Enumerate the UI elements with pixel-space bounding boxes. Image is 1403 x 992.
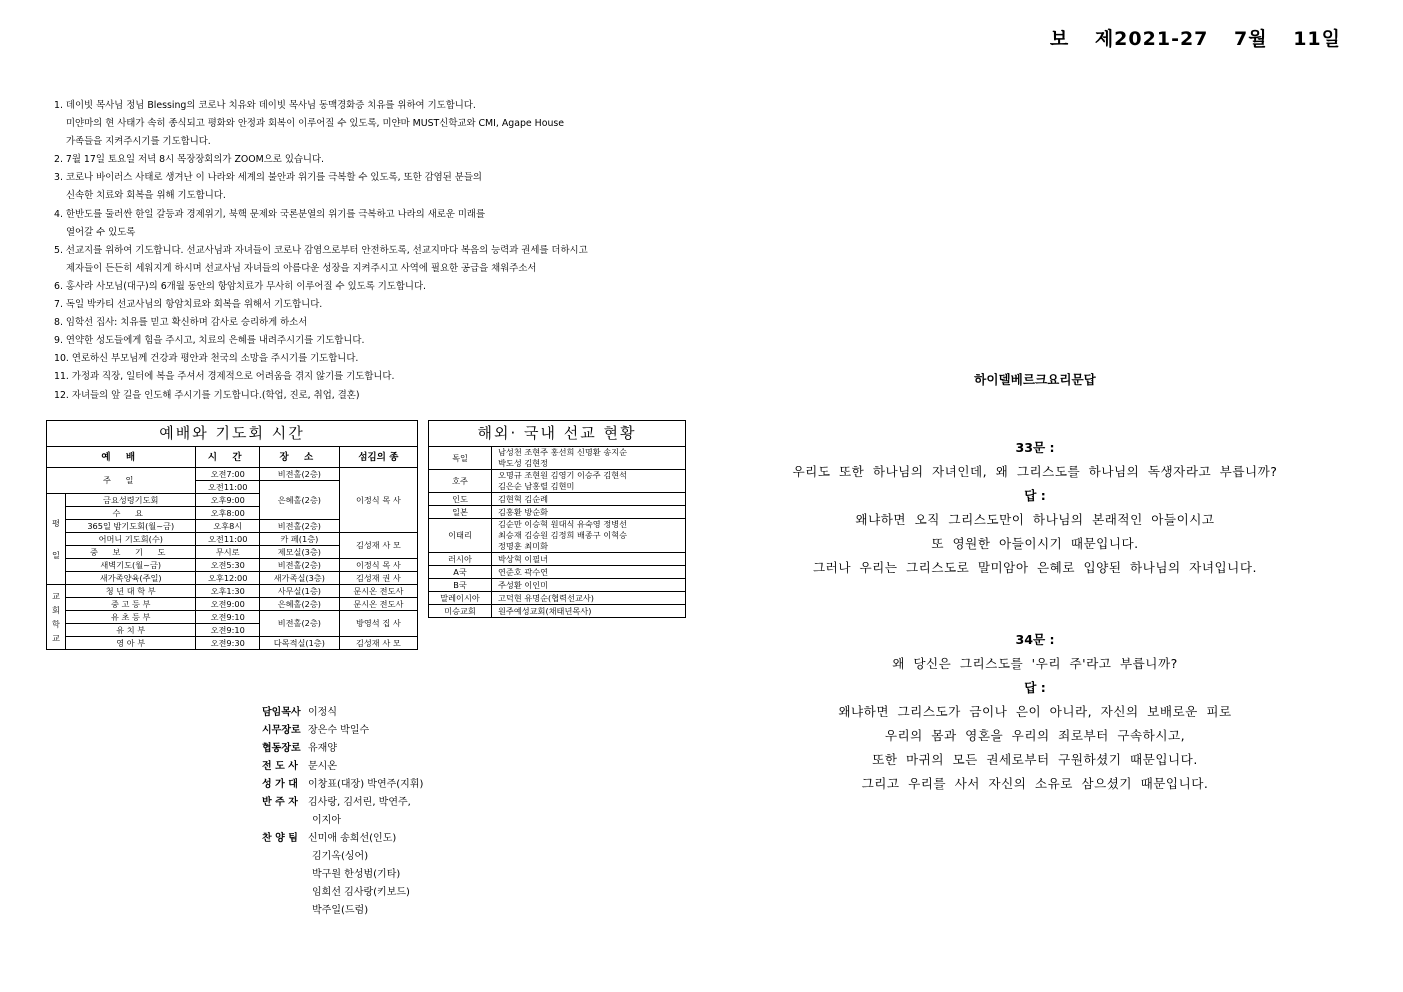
- service-time: 오후8:00: [196, 507, 259, 520]
- prayer-line: 신속한 치료와 회복을 위해 기도합니다.: [66, 190, 226, 202]
- school-name: 영 아 부: [66, 637, 196, 650]
- sunday-time-1: 오전7:00: [196, 468, 259, 481]
- prayer-line: 열어갈 수 있도록: [66, 226, 136, 238]
- mission-names: [492, 519, 686, 553]
- staff-role: 전 도 사: [262, 761, 298, 772]
- mission-region: 독일: [429, 447, 492, 470]
- school-name: 유 초 등 부: [66, 611, 196, 624]
- school-time: 오후1:30: [196, 585, 259, 598]
- staff-names: 유재양: [308, 743, 337, 754]
- mission-names: [492, 605, 686, 618]
- staff-role: 반 주 자: [262, 797, 298, 808]
- mission-names: [492, 553, 686, 566]
- mission-region: 호주: [429, 470, 492, 493]
- header-leader: 섬김의 종: [339, 447, 417, 468]
- mission-region: 인도: [429, 493, 492, 506]
- staff-row: [262, 704, 423, 722]
- service-time: 오후8시: [196, 520, 259, 533]
- upper-place: 은혜홀(2층): [259, 481, 339, 520]
- mission-names: [492, 566, 686, 579]
- staff-names: 박주일(드럼): [312, 905, 369, 916]
- staff-row: [262, 740, 423, 758]
- kids-place: 비전홀(2층): [259, 611, 339, 637]
- issue-header: [1050, 24, 1341, 51]
- mission-table: [428, 420, 686, 618]
- school-name: 유 치 부: [66, 624, 196, 637]
- staff-role: 찬 양 팀: [262, 833, 298, 844]
- staff-row: [262, 884, 423, 902]
- service-name: 새가족양육(주일): [66, 572, 196, 585]
- issue-number: 보 제2021-27: [1049, 28, 1209, 50]
- service-time: 무시로: [196, 546, 259, 559]
- worship-schedule-table: [46, 420, 418, 650]
- school-name: 청 년 대 학 부: [66, 585, 196, 598]
- q34-answer-line: 또한 마귀의 모든 권세로부터 구원하셨기 때문입니다.: [872, 752, 1198, 767]
- missionary-names-line: 최승재 김승원 김정희 배종구 이혁승: [498, 530, 628, 540]
- kids-leader: 방영석 집 사: [339, 611, 417, 637]
- prayer-line: 제자들이 든든히 세워지게 하시며 선교사님 자녀들의 아름다운 성장을 지켜주시고 사역에 필요한 공급을 채워주소서: [66, 262, 537, 274]
- missionary-names-line: 김홍환 방순화: [498, 506, 549, 517]
- staff-names: 이창표(대장) 박연주(지휘): [308, 779, 424, 790]
- service-place: 비전홀(2층): [259, 520, 339, 533]
- q34-answer-line: 우리의 몸과 영혼을 우리의 죄로부터 구속하시고,: [884, 728, 1186, 743]
- mission-region: 이태리: [429, 519, 492, 553]
- prayer-line: 4. 한반도를 둘러싼 한일 갈등과 경제위기, 북핵 문제와 국론분열의 위기를 극복하고 나라의 새로운 미래를: [54, 208, 486, 220]
- school-place: 사무실(1층): [259, 585, 339, 598]
- service-time: 오후12:00: [196, 572, 259, 585]
- q33-answer-line: 그러나 우리는 그리스도로 말미암아 은혜로 입양된 하나님의 자녀입니다.: [813, 560, 1257, 575]
- mission-names: [492, 470, 686, 493]
- missionary-names-line: 주성환 이인미: [498, 579, 549, 590]
- q34-answer-label: 답 :: [1024, 680, 1046, 695]
- prayer-line: 3. 코로나 바이러스 사태로 생겨난 이 나라와 세계의 불안과 위기를 극복할 수 있도록, 또한 감염된 분들의: [54, 172, 482, 184]
- mission-region: 러시아: [429, 553, 492, 566]
- q33-label: 33문 :: [1015, 440, 1055, 455]
- mission-table-title: 해외· 국내 선교 현황: [429, 421, 686, 447]
- staff-names: 이지아: [312, 815, 341, 826]
- sunday-time-2: 오전11:00: [196, 481, 259, 494]
- staff-row: [262, 776, 423, 794]
- q33-answer-label: 답 :: [1024, 488, 1046, 503]
- prayer-line: 2. 7월 17일 토요일 저녁 8시 목장장회의가 ZOOM으로 있습니다.: [54, 154, 325, 166]
- staff-row: [262, 722, 423, 740]
- mission-region: 일본: [429, 506, 492, 519]
- mission-region: 말레이시아: [429, 592, 492, 605]
- header-place: 장 소: [259, 447, 339, 468]
- service-name: 금요성령기도회: [66, 494, 196, 507]
- service-place: 제모실(3층): [259, 546, 339, 559]
- school-time: 오전9:00: [196, 598, 259, 611]
- school-leader: 문시온 전도사: [339, 585, 417, 598]
- missionary-names-line: 연준호 곽수연: [498, 566, 549, 577]
- staff-row: [262, 866, 423, 884]
- staff-names: 문시온: [308, 761, 337, 772]
- service-leader: 김성재 권 사: [339, 572, 417, 585]
- mission-names: [492, 447, 686, 470]
- service-name: 중 보 기 도: [66, 546, 196, 559]
- catechism-q34: [760, 628, 1310, 796]
- service-time: 오전5:30: [196, 559, 259, 572]
- school-group: 교 회 학 교: [47, 585, 66, 650]
- missionary-names-line: 남성천 조현주 홍선희 신명환 송지순: [498, 447, 628, 457]
- service-name: 365일 밤기도회(월~금): [66, 520, 196, 533]
- prayer-line: 7. 독일 박카티 선교사님의 항암치료와 회복을 위해서 기도합니다.: [54, 299, 323, 311]
- staff-names: 신미애 송희선(인도): [308, 833, 397, 844]
- service-place: 카 페(1층): [259, 533, 339, 546]
- staff-names: 이정식: [308, 707, 337, 718]
- mission-region: A국: [429, 566, 492, 579]
- school-leader: 문시온 전도사: [339, 598, 417, 611]
- missionary-names-line: 김현혁 김순례: [498, 493, 549, 504]
- staff-row: [262, 758, 423, 776]
- staff-row: [262, 902, 423, 920]
- mission-names: [492, 592, 686, 605]
- staff-row: [262, 794, 423, 812]
- q34-label: 34문 :: [1015, 632, 1055, 647]
- missionary-names-line: 원주예성교회(채태년목사): [498, 605, 592, 616]
- q34-answer-line: 그리고 우리를 사서 자신의 소유로 삼으셨기 때문입니다.: [861, 776, 1209, 791]
- missionary-names-line: 김순만 이승혁 원대식 유숙영 정병선: [498, 519, 628, 529]
- catechism-title-block: [760, 368, 1310, 392]
- service-place: 비전홀(2층): [259, 559, 339, 572]
- q33-answer-line: 또 영원한 아들이시기 때문입니다.: [931, 536, 1139, 551]
- staff-row: [262, 848, 423, 866]
- sunday-place: 비전홀(2층): [259, 468, 339, 481]
- prayer-line: 11. 가정과 직장, 일터에 복을 주셔서 경제적으로 어려움을 겪지 않기를 기도합니다.: [54, 371, 395, 383]
- staff-list: [262, 704, 423, 920]
- prayer-line: 8. 임학선 집사: 치유를 믿고 확신하며 감사로 승리하게 하소서: [54, 317, 308, 329]
- worship-table-title: 예배와 기도회 시간: [47, 421, 418, 447]
- school-place: 은혜홀(2층): [259, 598, 339, 611]
- prayer-line: 5. 선교지를 위하여 기도합니다. 선교사님과 자녀들이 코로나 감염으로부터 안전하도록, 선교지마다 복음의 능력과 권세를 더하시고: [54, 244, 588, 256]
- service-time: 오전11:00: [196, 533, 259, 546]
- staff-names: 장은수 박일수: [308, 725, 370, 736]
- staff-role: 성 가 대: [262, 779, 298, 790]
- q33-answer-line: 왜냐하면 오직 그리스도만이 하나님의 본래적인 아들이시고: [855, 512, 1215, 527]
- prayer-line: 12. 자녀들의 앞 길을 인도해 주시기를 기도합니다.(학업, 진로, 취업, 결혼): [54, 389, 360, 401]
- school-time: 오전9:30: [196, 637, 259, 650]
- missionary-names-line: 김은순 남홍렬 김현미: [498, 481, 575, 491]
- staff-role: 협동장로: [262, 743, 301, 754]
- q34-answer-line: 왜냐하면 그리스도가 금이나 은이 아니라, 자신의 보배로운 피로: [838, 704, 1232, 719]
- catechism-q33: [760, 436, 1310, 580]
- catechism-title: 하이델베르크요리문답: [974, 372, 1096, 387]
- staff-names: 김기옥(싱어): [312, 851, 369, 862]
- prayer-line: 9. 연약한 성도들에게 힘을 주시고, 치료의 은혜를 내려주시기를 기도합니다.: [54, 335, 365, 347]
- missionary-names-line: 고덕현 유명순(협력선교사): [498, 592, 594, 603]
- prayer-line: 10. 연로하신 부모님께 건강과 평안과 천국의 소망을 주시기를 기도합니다.: [54, 353, 359, 365]
- sunday-label: 주 일: [47, 468, 196, 494]
- staff-names: 박구원 한성범(기타): [312, 869, 401, 880]
- issue-date: 7월 11일: [1234, 28, 1341, 50]
- service-leader: 이정식 목 사: [339, 559, 417, 572]
- school-time: 오전9:10: [196, 611, 259, 624]
- mission-names: [492, 506, 686, 519]
- missionary-names-line: 정명훈 최미화: [498, 541, 549, 551]
- mission-region: 미승교회: [429, 605, 492, 618]
- header-service: 예 배: [47, 447, 196, 468]
- service-name: 어머니 기도회(수): [66, 533, 196, 546]
- prayer-line: 1. 데이빗 목사님 정님 Blessing의 코로나 치유와 데이빗 목사님 동맥경화증 치유를 위하여 기도합니다.: [54, 100, 476, 111]
- prayer-line: 6. 홍사라 사모님(대구)의 6개월 동안의 항암치료가 무사히 이루어질 수 있도록 기도합니다.: [54, 280, 426, 292]
- service-name: 새벽기도(월~금): [66, 559, 196, 572]
- missionary-names-line: 박도성 김현정: [498, 458, 549, 468]
- service-time: 오후9:00: [196, 494, 259, 507]
- staff-names: 김사랑, 김서린, 박연주,: [308, 797, 411, 808]
- missionary-names-line: 박상혁 이필녀: [498, 553, 549, 564]
- staff-role: 담임목사: [262, 707, 301, 718]
- school-place: 다목적실(1층): [259, 637, 339, 650]
- q33-question: 우리도 또한 하나님의 자녀인데, 왜 그리스도를 하나님의 독생자라고 부릅니까?: [792, 464, 1278, 479]
- upper-leader: 이정식 목 사: [339, 468, 417, 533]
- prayer-line: 미얀마의 현 사태가 속히 종식되고 평화와 안정과 회복이 이루어질 수 있도록, 미얀마 MUST신학교와 CMI, Agape House: [66, 118, 565, 130]
- prayer-list: [54, 97, 694, 405]
- service-name: 수 요: [66, 507, 196, 520]
- weekday-group: 평 일: [47, 494, 66, 585]
- staff-names: 임희선 김사랑(키보드): [312, 887, 410, 898]
- mid-leader: 김성재 사 모: [339, 533, 417, 559]
- mission-names: [492, 493, 686, 506]
- missionary-names-line: 오명규 조현원 김영기 이승주 김현석: [498, 470, 628, 480]
- prayer-line: 가족들을 지켜주시기를 기도합니다.: [66, 136, 211, 148]
- staff-row: [262, 830, 423, 848]
- mission-names: [492, 579, 686, 592]
- staff-role: 시무장로: [262, 725, 301, 736]
- school-leader: 김성재 사 모: [339, 637, 417, 650]
- school-name: 중 고 등 부: [66, 598, 196, 611]
- header-time: 시 간: [196, 447, 259, 468]
- staff-row: [262, 812, 423, 830]
- school-time: 오전9:10: [196, 624, 259, 637]
- service-place: 새가족실(3층): [259, 572, 339, 585]
- mission-region: B국: [429, 579, 492, 592]
- q34-question: 왜 당신은 그리스도를 '우리 주'라고 부릅니까?: [892, 656, 1178, 671]
